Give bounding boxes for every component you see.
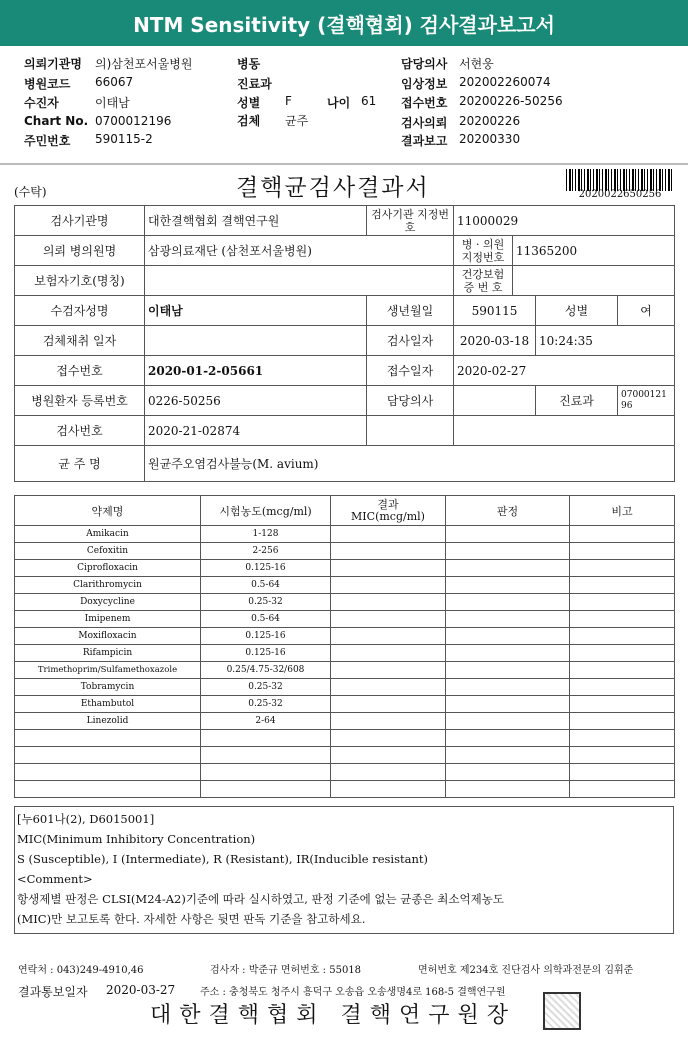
footer-address: 주소 : 충청북도 청주시 흥덕구 오송읍 오송생명4로 168-5 결핵연구원	[200, 987, 506, 998]
inst-code-label: 검사기관 지정번호	[367, 206, 454, 236]
report-header	[0, 48, 688, 164]
signer-name: 대한결핵협회 결핵연구원장	[150, 1003, 517, 1028]
header-label: 병원코드	[24, 77, 71, 91]
header-label: 담당의사	[401, 57, 448, 71]
header-label: 병동	[237, 57, 261, 71]
drug-conc: 0.125-16	[201, 560, 331, 577]
drug-conc: 0.25-32	[201, 696, 331, 713]
table-row	[15, 594, 675, 611]
footer-notify-label: 결과통보일자	[18, 985, 88, 999]
patient-label: 수검자성명	[15, 296, 145, 326]
dob-value: 590115	[454, 296, 536, 326]
document-title: 결핵균검사결과서	[236, 175, 430, 201]
collect-label: 검체채취 일자	[15, 326, 145, 356]
footer-tester: 검사자 : 박준규 면허번호 : 55018	[210, 965, 362, 976]
drug-conc: 0.25-32	[201, 679, 331, 696]
drug-conc: 2-256	[201, 543, 331, 560]
note-comment-line: 항생제별 판정은 CLSI(M24-A2)기준에 따라 실시하였고, 판정 기준에 없는 균종은 최소억제농도	[17, 892, 504, 906]
col-concentration: 시험농도(mcg/ml)	[201, 496, 331, 526]
drug-name: Imipenem	[15, 611, 201, 628]
health-label: 건강보험 증 번 호	[454, 266, 513, 296]
header-value: 66067	[95, 75, 134, 89]
inst-code-value: 11000029	[454, 206, 675, 236]
drug-name: Rifampicin	[15, 645, 201, 662]
note-code: [누601나(2), D6015001]	[17, 812, 155, 826]
header-value: 의)삼천포서울병원	[95, 57, 193, 71]
note-comment-line: (MIC)만 보고토록 한다. 자세한 사항은 뒷면 판독 기준을 참고하세요.	[17, 912, 366, 926]
drug-conc: 0.125-16	[201, 645, 331, 662]
header-value: 20200330	[459, 132, 521, 146]
header-value: 균주	[285, 114, 309, 128]
table-row	[15, 577, 675, 594]
scanned-report	[0, 165, 688, 1040]
sex-label: 성별	[536, 296, 618, 326]
table-row	[15, 730, 675, 747]
req-code-value: 11365200	[513, 236, 675, 266]
test-time-value: 10:24:35	[536, 326, 675, 356]
drug-name: Cefoxitin	[15, 543, 201, 560]
strain-label: 균 주 명	[15, 446, 145, 482]
header-label: 검사의뢰	[401, 116, 448, 130]
recv-date-value: 2020-02-27	[454, 356, 675, 386]
test-date-value: 2020-03-18	[454, 326, 536, 356]
req-label: 의뢰 병의원명	[15, 236, 145, 266]
test-no-label: 검사번호	[15, 416, 145, 446]
table-row	[15, 781, 675, 798]
dob-label: 생년월일	[367, 296, 454, 326]
sex-value: 여	[618, 296, 675, 326]
header-value: 61	[361, 94, 377, 108]
header-value: 20200226-50256	[459, 94, 563, 108]
drug-conc: 0.25-32	[201, 594, 331, 611]
recv-no-value: 2020-01-2-05661	[145, 356, 367, 386]
inst-value: 대한결핵협회 결핵연구원	[145, 206, 367, 236]
notes-box	[14, 806, 674, 934]
table-row	[15, 543, 675, 560]
collect-value	[145, 326, 367, 356]
footer-notify-date: 2020-03-27	[106, 983, 176, 997]
note-mic: MIC(Minimum Inhibitory Concentration)	[17, 832, 256, 846]
col-drug: 약제명	[15, 496, 201, 526]
table-row	[15, 696, 675, 713]
header-label: 검체	[237, 114, 261, 128]
drug-name: Linezolid	[15, 713, 201, 730]
table-row	[15, 611, 675, 628]
drug-conc: 0.5-64	[201, 577, 331, 594]
table-row	[15, 662, 675, 679]
consignment-tag: (수탁)	[14, 185, 47, 199]
dept-label: 진료과	[536, 386, 618, 416]
header-label: 진료과	[237, 77, 272, 91]
drug-conc: 0.125-16	[201, 628, 331, 645]
patient-value: 이태남	[145, 296, 367, 326]
header-label: Chart No.	[24, 114, 89, 128]
drug-name: Doxycycline	[15, 594, 201, 611]
header-value: F	[285, 94, 292, 108]
header-label: 결과보고	[401, 134, 448, 148]
dept-value: 0700012196	[618, 386, 675, 416]
drug-name: Tobramycin	[15, 679, 201, 696]
table-row	[15, 679, 675, 696]
header-value: 서현웅	[459, 57, 494, 71]
col-judgement: 판정	[446, 496, 570, 526]
drug-name: Trimethoprim/Sulfamethoxazole	[15, 662, 201, 679]
footer-contact: 연락처 : 043)249-4910,46	[18, 965, 144, 976]
recv-date-label: 접수일자	[367, 356, 454, 386]
drug-name: Ciprofloxacin	[15, 560, 201, 577]
header-label: 의뢰기관명	[24, 57, 82, 71]
barcode-number: 2020022650256	[578, 189, 662, 200]
drug-conc: 0.25/4.75-32/608	[201, 662, 331, 679]
header-label: 나이	[327, 96, 351, 110]
header-value: 202002260074	[459, 75, 551, 89]
footer-license: 면허번호 제234호 진단검사 의학과전문의 김휘준	[418, 965, 634, 976]
insurer-value	[145, 266, 454, 296]
inst-label: 검사기관명	[15, 206, 145, 236]
table-row	[15, 645, 675, 662]
header-value: 590115-2	[95, 132, 153, 146]
health-value	[513, 266, 675, 296]
header-label: 수진자	[24, 96, 59, 110]
reg-label: 병원환자 등록번호	[15, 386, 145, 416]
doctor-label: 담당의사	[367, 386, 454, 416]
header-value: 20200226	[459, 114, 521, 128]
insurer-label: 보험자기호(명칭)	[15, 266, 145, 296]
drug-sensitivity-table	[14, 495, 675, 798]
test-no-value: 2020-21-02874	[145, 416, 367, 446]
report-banner	[0, 0, 688, 46]
table-row	[15, 713, 675, 730]
barcode	[566, 169, 674, 191]
note-legend: S (Susceptible), I (Intermediate), R (Resistant), IR(Inducible resistant)	[17, 852, 428, 866]
strain-value: 원균주오염검사불능(M. avium)	[145, 446, 675, 482]
table-row	[15, 560, 675, 577]
req-value: 삼광의료재단 (삼천포서울병원)	[145, 236, 454, 266]
table-row	[15, 628, 675, 645]
table-row	[15, 764, 675, 781]
header-label: 접수번호	[401, 96, 448, 110]
test-date-label: 검사일자	[367, 326, 454, 356]
header-label: 임상정보	[401, 77, 448, 91]
recv-no-label: 접수번호	[15, 356, 145, 386]
req-code-label: 병 · 의원 지정번호	[454, 236, 513, 266]
official-seal-icon	[543, 992, 581, 1030]
col-mic: 결과 MIC(mcg/ml)	[331, 496, 446, 526]
header-value: 이태남	[95, 96, 130, 110]
header-value: 0700012196	[95, 114, 172, 128]
drug-conc: 2-64	[201, 713, 331, 730]
patient-info-table	[14, 205, 675, 482]
table-row	[15, 747, 675, 764]
report-title: NTM Sensitivity (결핵협회) 검사결과보고서	[133, 12, 555, 37]
drug-conc: 0.5-64	[201, 611, 331, 628]
header-label: 성별	[237, 96, 261, 110]
table-row	[15, 526, 675, 543]
drug-name: Ethambutol	[15, 696, 201, 713]
drug-name: Amikacin	[15, 526, 201, 543]
note-comment-title: <Comment>	[17, 872, 93, 886]
drug-name: Moxifloxacin	[15, 628, 201, 645]
reg-value: 0226-50256	[145, 386, 367, 416]
drug-conc: 1-128	[201, 526, 331, 543]
header-label: 주민번호	[24, 134, 71, 148]
drug-name: Clarithromycin	[15, 577, 201, 594]
doctor-value	[454, 386, 536, 416]
col-remark: 비고	[570, 496, 675, 526]
